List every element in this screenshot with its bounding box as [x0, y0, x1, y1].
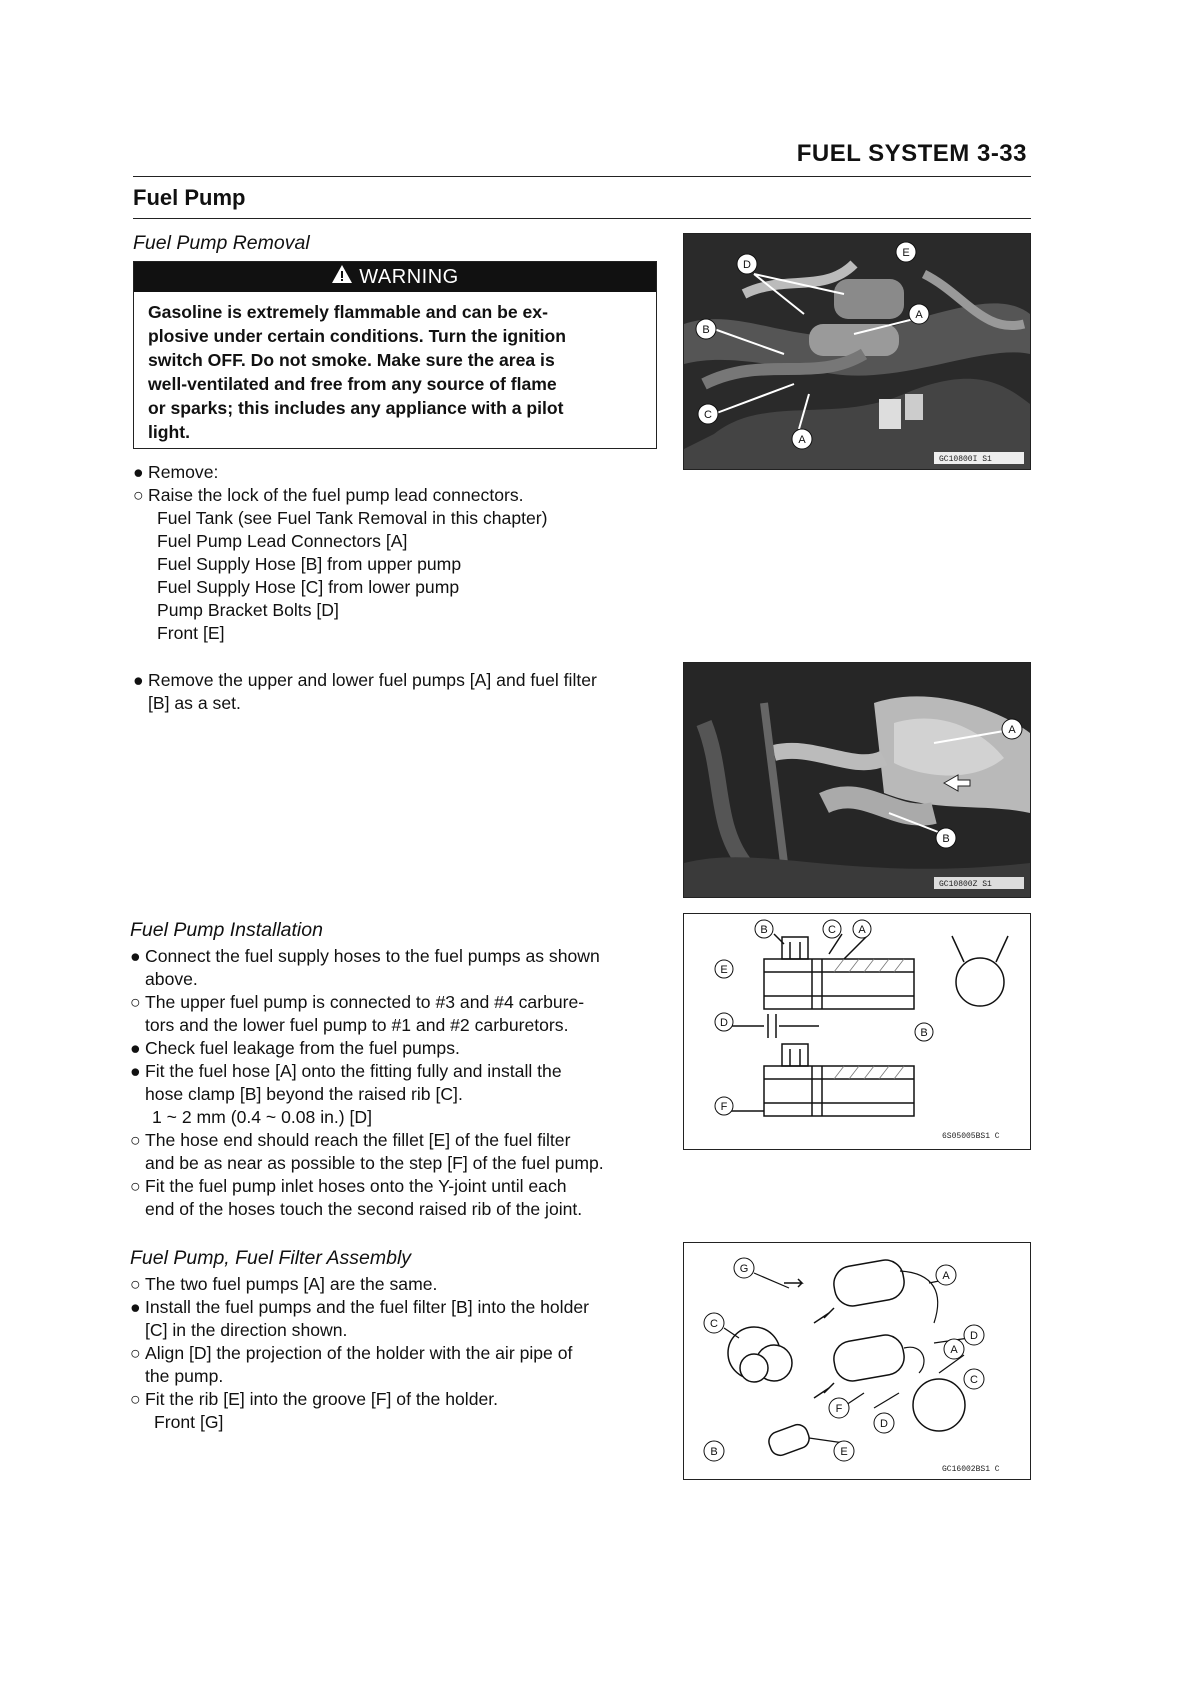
fig3-label-b: B [760, 924, 768, 936]
warning-box [133, 261, 657, 449]
fig4-label-f: F [835, 1403, 843, 1415]
warning-label: WARNING [359, 266, 459, 288]
list-item: 1 ~ 2 mm (0.4 ~ 0.08 in.) [D] [152, 1107, 373, 1127]
list-item: Fuel Supply Hose [C] from lower pump [157, 577, 460, 597]
sub-bullet-icon: ○ [130, 1176, 141, 1196]
bullet-icon: ● [130, 1297, 141, 1317]
fig4-label-g: G [739, 1263, 749, 1275]
list-item: above. [145, 969, 198, 989]
assembly-subtitle: Fuel Pump, Fuel Filter Assembly [130, 1247, 412, 1269]
installation-subtitle: Fuel Pump Installation [130, 919, 323, 941]
fig2-label-a: A [1008, 724, 1016, 736]
fig3-label-b2: B [920, 1027, 928, 1039]
warning-line: well-ventilated and free from any source of flame [148, 374, 557, 394]
bullet-icon: ● [133, 670, 144, 690]
fig4-label-d: D [970, 1330, 978, 1342]
list-item: ○ Raise the lock of the fuel pump lead connectors. [133, 485, 524, 505]
fig1-label-d: D [743, 259, 751, 271]
fig1-label-a: A [915, 309, 923, 321]
list-item: ○ The hose end should reach the fillet [E] of the fuel filter [130, 1130, 571, 1150]
fig1-label-b: B [702, 324, 710, 336]
fig3-code: 6S05005BS1 C [942, 1132, 1000, 1141]
warning-bar [134, 262, 656, 292]
header-rule [133, 176, 1031, 177]
warning-line: switch OFF. Do not smoke. Make sure the area is [148, 350, 555, 370]
warning-line: light. [148, 422, 191, 442]
list-item: ● Remove the upper and lower fuel pumps [A] and fuel filter [133, 670, 597, 690]
fig4-label-e: E [840, 1446, 848, 1458]
fig3-label-e: E [720, 964, 728, 976]
warning-icon [331, 263, 353, 293]
list-item: Fuel Tank (see Fuel Tank Removal in this chapter) [157, 508, 548, 528]
fig3-label-f: F [720, 1101, 728, 1113]
figure-assembly-diagram [683, 1242, 1031, 1480]
figure-photo-pump-connectors [683, 233, 1031, 470]
fig4-label-a2: A [950, 1344, 958, 1356]
assembly-steps [130, 1273, 589, 1434]
installation-steps [130, 945, 604, 1221]
list-item: ○ Fit the fuel pump inlet hoses onto the Y-joint until each [130, 1176, 567, 1196]
warning-line: Gasoline is extremely flammable and can be ex- [148, 302, 548, 322]
list-item: ○ The upper fuel pump is connected to #3 and #4 carbure- [130, 992, 585, 1012]
list-item: ● Fit the fuel hose [A] onto the fitting fully and install the [130, 1061, 562, 1081]
sub-bullet-icon: ○ [130, 1389, 141, 1409]
list-item: ○ Align [D] the projection of the holder with the air pipe of [130, 1343, 573, 1363]
removal-subtitle: Fuel Pump Removal [133, 232, 310, 254]
warning-text [134, 292, 656, 444]
list-item: Front [G] [154, 1412, 224, 1432]
fig2-label-b: B [942, 833, 950, 845]
warning-line: or sparks; this includes any appliance with a pilot [148, 398, 564, 418]
page-header: FUEL SYSTEM 3-33 [796, 140, 1027, 167]
removal-step-2 [133, 669, 597, 715]
list-item: ● Remove: [133, 462, 219, 482]
list-item: ● Connect the fuel supply hoses to the fuel pumps as shown [130, 946, 600, 966]
fig2-code: GC10800Z S1 [939, 880, 992, 889]
list-item: the pump. [145, 1366, 224, 1386]
section-title: Fuel Pump [133, 185, 246, 210]
sub-bullet-icon: ○ [130, 1343, 141, 1363]
fig1-label-a2: A [798, 434, 806, 446]
sub-bullet-icon: ○ [130, 1274, 141, 1294]
list-item: Pump Bracket Bolts [D] [157, 600, 339, 620]
list-item: Fuel Pump Lead Connectors [A] [157, 531, 408, 551]
list-item: tors and the lower fuel pump to #1 and #2 carburetors. [145, 1015, 569, 1035]
fig4-label-c: C [710, 1318, 718, 1330]
fig4-label-a: A [942, 1270, 950, 1282]
sub-bullet-icon: ○ [133, 485, 144, 505]
fig4-label-c2: C [970, 1374, 978, 1386]
fig1-label-e: E [902, 247, 910, 259]
fig4-label-d2: D [880, 1418, 888, 1430]
fig3-label-c: C [828, 924, 836, 936]
fig3-label-d: D [720, 1017, 728, 1029]
bullet-icon: ● [130, 946, 141, 966]
fig3-label-a: A [858, 924, 866, 936]
list-item: hose clamp [B] beyond the raised rib [C]. [145, 1084, 463, 1104]
removal-steps [133, 461, 548, 645]
list-item: Fuel Supply Hose [B] from upper pump [157, 554, 462, 574]
figure-hose-fitting-diagram [683, 913, 1031, 1150]
section-rule [133, 218, 1031, 219]
figure-photo-pump-set [683, 662, 1031, 898]
list-item: ● Check fuel leakage from the fuel pumps. [130, 1038, 460, 1058]
bullet-icon: ● [133, 462, 144, 482]
list-item: ○ The two fuel pumps [A] are the same. [130, 1274, 438, 1294]
warning-line: plosive under certain conditions. Turn the ignition [148, 326, 567, 346]
list-item: ○ Fit the rib [E] into the groove [F] of the holder. [130, 1389, 499, 1409]
fig1-label-c: C [704, 409, 712, 421]
bullet-icon: ● [130, 1038, 141, 1058]
bullet-icon: ● [130, 1061, 141, 1081]
list-item: [B] as a set. [148, 693, 241, 713]
fig1-code: GC10800I S1 [939, 455, 992, 464]
fig4-code: GC16002BS1 C [942, 1465, 1000, 1474]
list-item: and be as near as possible to the step [F] of the fuel pump. [145, 1153, 604, 1173]
list-item: Front [E] [157, 623, 225, 643]
fig4-label-b: B [710, 1446, 718, 1458]
list-item: ● Install the fuel pumps and the fuel filter [B] into the holder [130, 1297, 590, 1317]
list-item: end of the hoses touch the second raised rib of the joint. [145, 1199, 583, 1219]
list-item: [C] in the direction shown. [145, 1320, 348, 1340]
sub-bullet-icon: ○ [130, 992, 141, 1012]
sub-bullet-icon: ○ [130, 1130, 141, 1150]
